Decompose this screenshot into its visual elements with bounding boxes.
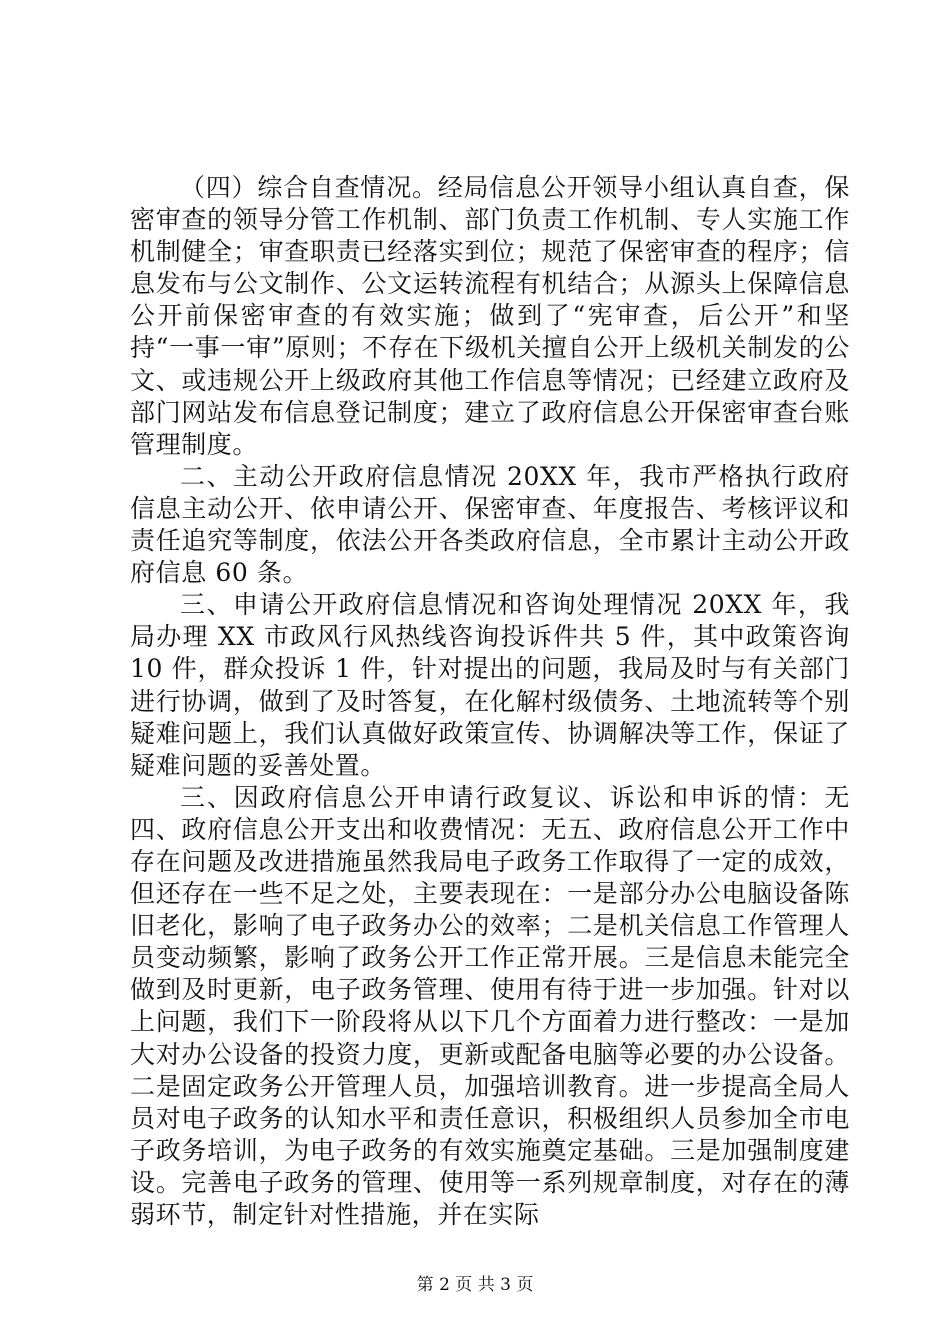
paragraph-active-disclosure: 二、主动公开政府信息情况 20XX 年，我市严格执行政府信息主动公开、依申请公开、保密审查、年度报告、考核评议和责任追究等制度，依法公开各类政府信息，全市累计主动公开政府信息 60 条。 — [130, 461, 850, 588]
page-footer: 第 2 页 共 3 页 — [416, 1275, 534, 1295]
paragraph-self-inspection: （四）综合自查情况。经局信息公开领导小组认真自查，保密审查的领导分管工作机制、部门负责工作机制、专人实施工作机制健全；审查职责已经落实到位；规范了保密审查的程序；信息发布与公文制作、公文运转流程有机结合；从源头上保障信息公开前保密审查的有效实施；做到了“宪审查，后公开”和坚持“一事一审”原则；不存在下级机关擅自公开上级机关制发的公文、或违规公开上级政府其他工作信息等情况；已经建立政府及部门网站发布信息登记制度；建立了政府信息公开保密审查台账管理制度。 — [130, 173, 850, 459]
document-body — [130, 172, 850, 1231]
paragraph-issues-improvements: 三、因政府信息公开申请行政复议、诉讼和申诉的情：无四、政府信息公开支出和收费情况：无五、政府信息公开工作中存在问题及改进措施虽然我局电子政务工作取得了一定的成效，但还存在一些不足之处，主要表现在：一是部分办公电脑设备陈旧老化，影响了电子政务办公的效率；二是机关信息工作管理人员变动频繁，影响了政务公开工作正常开展。三是信息未能完全做到及时更新，电子政务管理、使用有待于进一步加强。针对以上问题，我们下一阶段将从以下几个方面着力进行整改：一是加大对办公设备的投资力度，更新或配备电脑等必要的办公设备。二是固定政务公开管理人员，加强培训教育。进一步提高全局人员对电子政务的认知水平和责任意识，积极组织人员参加全市电子政务培训，为电子政务的有效实施奠定基础。三是加强制度建设。完善电子政务的管理、使用等一系列规章制度，对存在的薄弱环节，制定针对性措施，并在实际 — [130, 782, 850, 1229]
paragraph-application-consultation: 三、申请公开政府信息情况和咨询处理情况 20XX 年，我局办理 XX 市政风行风热线咨询投诉件共 5 件，其中政策咨询 10 件，群众投诉 1 件，针对提出的问题，我局及时与有关部门进行协调，做到了及时答复，在化解村级债务、土地流转等个别疑难问题上，我们认真做好政策宣传、协调解决等工作，保证了疑难问题的妥善处置。 — [130, 590, 850, 780]
